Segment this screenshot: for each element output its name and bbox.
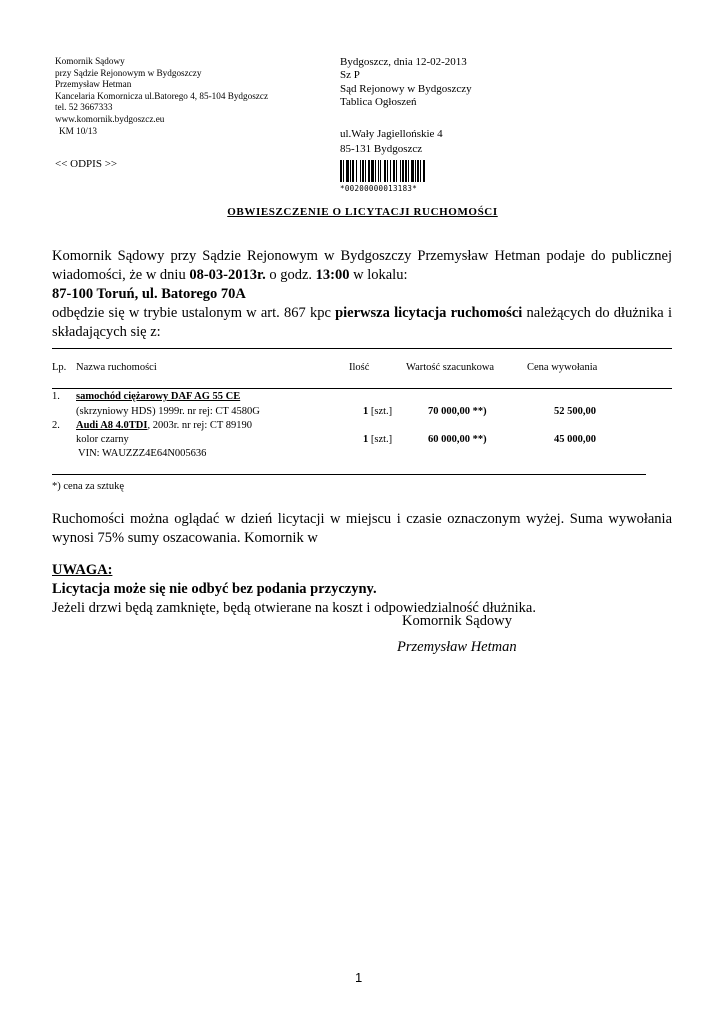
header-rule <box>52 388 672 389</box>
sender-line: Kancelaria Komornicza ul.Batorego 4, 85-104 Bydgoszcz <box>55 90 269 101</box>
row-2-details: kolor czarny <box>76 434 129 445</box>
notice-heading: UWAGA: <box>52 562 113 578</box>
row-2-qty <box>363 434 392 445</box>
sender-line: Komornik Sądowy <box>55 56 125 66</box>
notice-bold-line: Licytacja może się nie odbyć bez podania przyczyny. <box>52 581 377 597</box>
auction-location <box>52 285 672 304</box>
footnote: *) cena za sztukę <box>52 481 124 492</box>
page-number: 1 <box>355 970 363 985</box>
recipient-address <box>340 127 443 157</box>
recipient-block <box>340 56 472 110</box>
header-price: Cena wywołania <box>527 362 598 373</box>
recipient-line: Tablica Ogłoszeń <box>340 96 417 109</box>
signature-name: Przemysław Hetman <box>397 639 517 655</box>
sender-block <box>55 56 268 137</box>
intro-text: odbędzie się w trybie ustalonym w art. 867 kpc <box>52 305 336 321</box>
intro-paragraph <box>52 247 672 342</box>
auction-time: 13:00 <box>312 267 350 283</box>
item-name: Audi A8 4.0TDI <box>76 420 148 431</box>
row-2-value: 60 000,00 **) <box>428 434 487 445</box>
notice-block <box>52 561 536 618</box>
viewing-paragraph <box>52 510 672 548</box>
recipient-line: Sąd Rejonowy w Bydgoszczy <box>340 82 472 95</box>
header-value: Wartość szacunkowa <box>406 362 495 373</box>
header-lp: Lp. <box>52 362 67 373</box>
intro-text: należących do dłużnika i <box>522 305 672 321</box>
row-1-lp: 1. <box>52 391 60 402</box>
row-2-details: VIN: WAUZZZ4E64N005636 <box>78 448 207 459</box>
intro-line-1: Komornik Sądowy przy Sądzie Rejonowym w Bydgoszczy Przemysław Hetman podaje do publicznej <box>52 248 672 264</box>
row-1-details: (skrzyniowy HDS) 1999r. nr rej: CT 4580G <box>76 406 260 417</box>
row-1-qty <box>363 406 392 417</box>
intro-line-4 <box>52 304 672 323</box>
qty-unit: [szt.] <box>368 434 393 445</box>
auction-date: 08-03-2013r. <box>189 267 266 283</box>
qty-number: 1 <box>363 406 369 417</box>
copy-mark: << ODPIS >> <box>55 158 118 170</box>
location-text: 87-100 Toruń, ul. Batorego 70A <box>52 286 246 302</box>
qty-unit: [szt.] <box>368 406 393 417</box>
intro-text: o godz. <box>265 267 313 283</box>
qty-number: 1 <box>363 434 369 445</box>
recipient-line: Sz P <box>340 69 360 82</box>
intro-text: w lokalu: <box>349 267 408 283</box>
item-name: samochód ciężarowy DAF AG 55 CE <box>76 391 241 402</box>
viewing-line-1: Ruchomości można oglądać w dzień licytacji w miejscu i czasie oznaczonym wyżej. Suma wywołania <box>52 511 672 527</box>
auction-type: pierwsza licytacja ruchomości <box>335 305 523 321</box>
signature-role: Komornik Sądowy <box>402 613 512 629</box>
intro-text: wiadomości, że w dniu <box>52 267 190 283</box>
sender-website: www.komornik.bydgoszcz.eu <box>55 113 165 124</box>
notice-line: Jeżeli drzwi będą zamknięte, będą otwierane na koszt i odpowiedzialność dłużnika. <box>52 600 536 616</box>
table-bottom-rule <box>52 474 646 475</box>
recipient-street: ul.Wały Jagiellońskie 4 <box>340 128 443 140</box>
recipient-city: 85-131 Bydgoszcz <box>340 143 423 155</box>
intro-line-2 <box>52 266 672 285</box>
row-2-name <box>76 420 252 431</box>
row-1-value: 70 000,00 **) <box>428 406 487 417</box>
row-2-price: 45 000,00 <box>554 434 596 445</box>
header-name: Nazwa ruchomości <box>76 362 157 373</box>
case-number: KM 10/13 <box>59 125 98 136</box>
item-name-tail: , 2003r. nr rej: CT 89190 <box>147 420 252 431</box>
sender-line: tel. 52 3667333 <box>55 102 113 113</box>
row-1-price: 52 500,00 <box>554 406 596 417</box>
row-1-name <box>76 391 240 402</box>
barcode-text: *00200000013183* <box>340 184 418 193</box>
place-date: Bydgoszcz, dnia 12-02-2013 <box>340 56 467 68</box>
barcode-image <box>340 160 448 182</box>
table-top-rule <box>52 348 672 349</box>
header-qty: Ilość <box>349 362 370 373</box>
sender-line: Przemysław Hetman <box>55 79 132 90</box>
document-title: OBWIESZCZENIE O LICYTACJI RUCHOMOŚCI <box>227 206 498 218</box>
sender-line: przy Sądzie Rejonowym w Bydgoszczy <box>55 67 202 78</box>
intro-line-5: składających się z: <box>52 324 161 340</box>
viewing-line-2: wynosi 75% sumy oszacowania. Komornik w <box>52 530 318 546</box>
row-2-lp: 2. <box>52 420 60 431</box>
